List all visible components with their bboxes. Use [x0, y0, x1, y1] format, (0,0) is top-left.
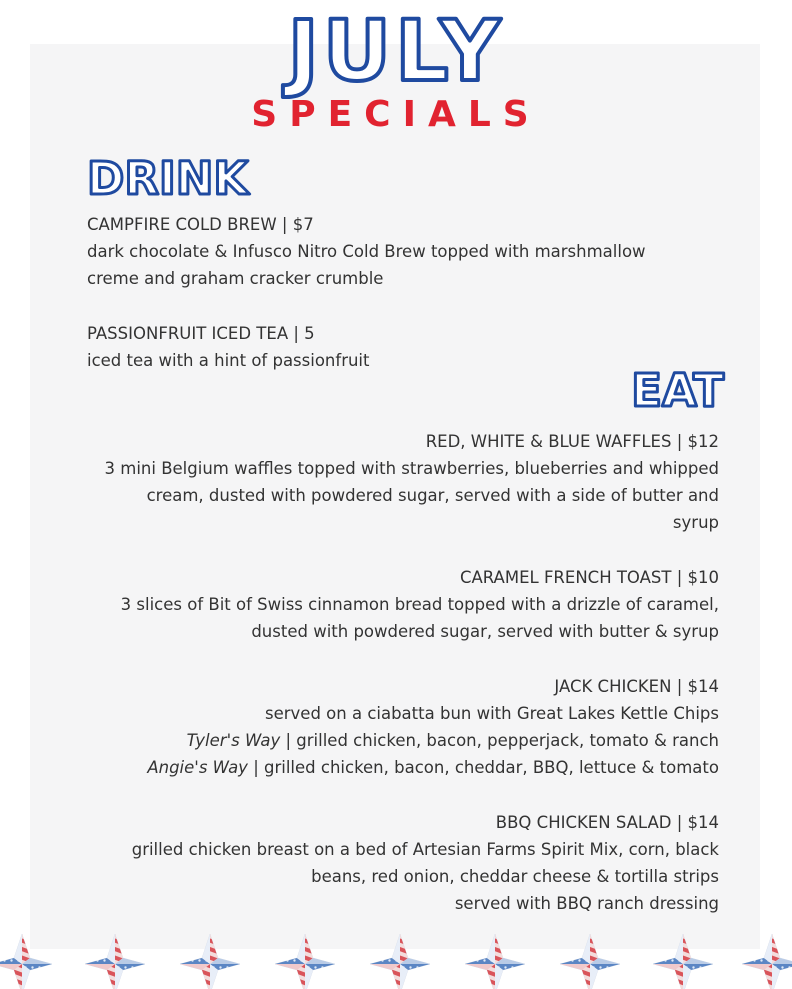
pinwheel-star-icon — [742, 934, 792, 989]
eat-heading — [612, 362, 727, 417]
month-title-text: JULY — [287, 2, 505, 100]
menu-item-campfire-cold-brew — [87, 211, 727, 292]
pinwheel-star-icon — [465, 934, 525, 989]
drink-heading — [84, 150, 254, 205]
item-description-line: 3 mini Belgium waffles topped with strawberries, blueberries and whipped — [104, 459, 719, 478]
drink-heading-text: DRINK — [87, 152, 249, 205]
item-variant — [60, 727, 719, 754]
pinwheel-star-icon — [370, 934, 430, 989]
pinwheel-star-icon — [0, 934, 52, 989]
item-description-line: dark chocolate & Infusco Nitro Cold Brew topped with marshmallow — [87, 242, 646, 261]
item-description-line: dusted with powdered sugar, served with butter & syrup — [251, 622, 719, 641]
month-title — [0, 0, 792, 100]
item-description-line: served with BBQ ranch dressing — [454, 894, 719, 913]
pinwheel-star-icon — [560, 934, 620, 989]
menu-item-waffles — [60, 428, 719, 536]
menu-item-caramel-french-toast — [60, 564, 719, 645]
variant-name: Tyler's Way — [186, 731, 281, 750]
item-name: CARAMEL FRENCH TOAST | $10 — [459, 568, 719, 587]
menu-item-bbq-chicken-salad — [60, 809, 719, 917]
item-description-line: syrup — [672, 513, 719, 532]
item-description-line: cream, dusted with powdered sugar, served with a side of butter and — [146, 486, 719, 505]
pinwheel-star-icon — [275, 934, 335, 989]
item-description-line: 3 slices of Bit of Swiss cinnamon bread topped with a drizzle of caramel, — [120, 595, 719, 614]
item-description-line: served on a ciabatta bun with Great Lakes Kettle Chips — [265, 704, 719, 723]
variant-description: | grilled chicken, bacon, pepperjack, tomato & ranch — [280, 731, 719, 750]
variant-description: | grilled chicken, bacon, cheddar, BBQ, lettuce & tomato — [247, 758, 719, 777]
item-description-line: iced tea with a hint of passionfruit — [87, 351, 370, 370]
item-description-line: beans, red onion, cheddar cheese & tortilla strips — [311, 867, 719, 886]
item-description-line: grilled chicken breast on a bed of Artesian Farms Spirit Mix, corn, black — [131, 840, 719, 859]
item-name: BBQ CHICKEN SALAD | $14 — [495, 813, 719, 832]
pinwheel-star-icon — [85, 934, 145, 989]
item-variant — [60, 754, 719, 781]
item-name: PASSIONFRUIT ICED TEA | 5 — [87, 324, 315, 343]
eat-heading-text: EAT — [631, 364, 724, 417]
pinwheel-star-icon — [180, 934, 240, 989]
item-name: CAMPFIRE COLD BREW | $7 — [87, 215, 314, 234]
item-description-line: creme and graham cracker crumble — [87, 269, 384, 288]
variant-name: Angie's Way — [147, 758, 248, 777]
pinwheel-star-icon — [653, 934, 713, 989]
item-name: JACK CHICKEN | $14 — [554, 677, 719, 696]
item-name: RED, WHITE & BLUE WAFFLES | $12 — [425, 432, 719, 451]
menu-item-jack-chicken — [60, 673, 719, 781]
specials-subtitle: SPECIALS — [251, 94, 541, 135]
decorative-star-border — [0, 928, 792, 989]
